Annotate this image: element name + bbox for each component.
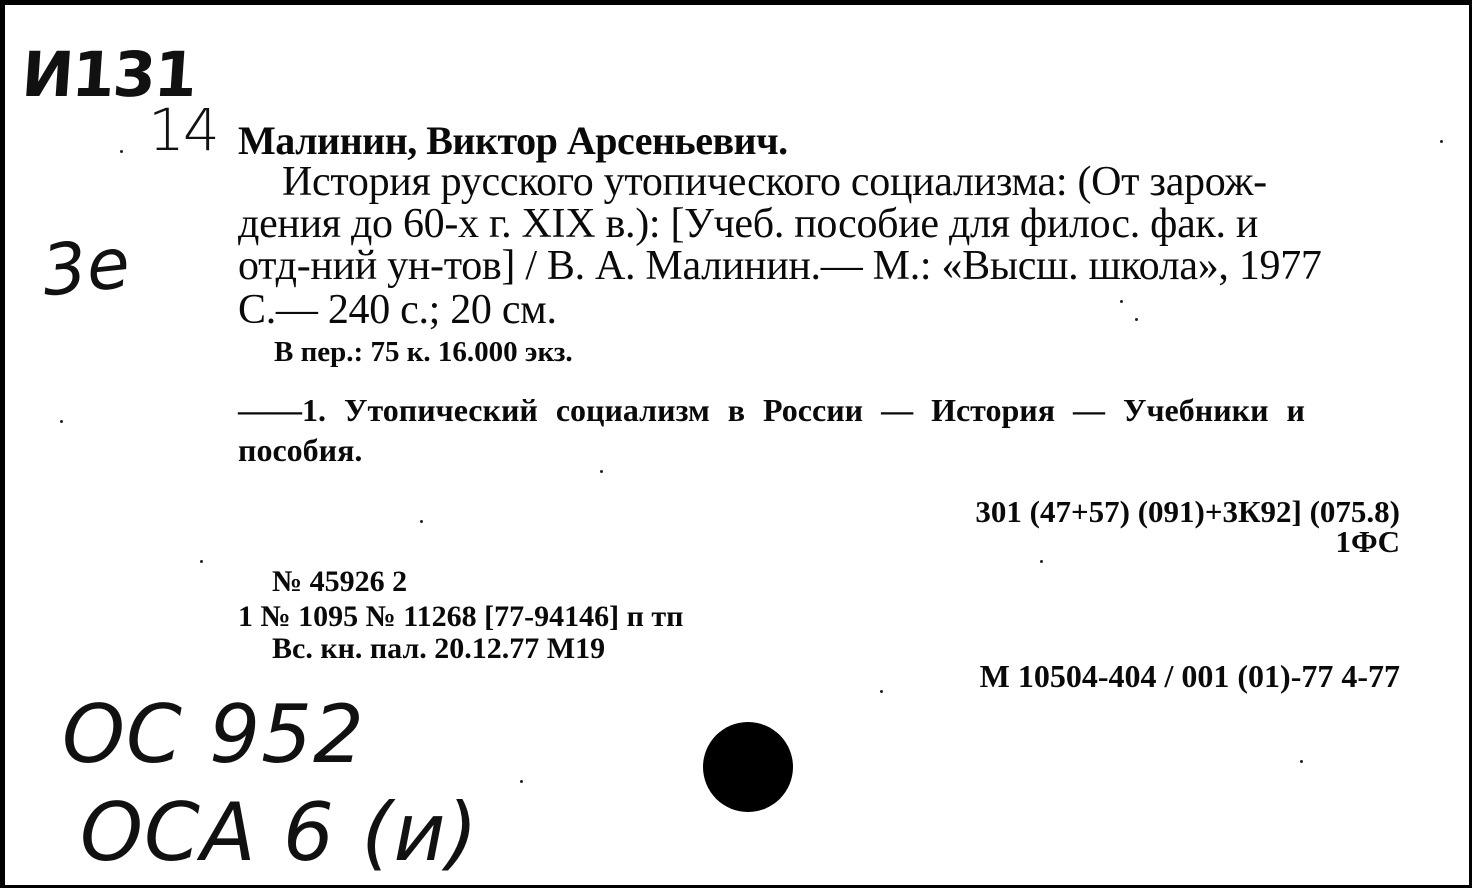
handwritten-note-mark: 3е bbox=[37, 221, 134, 313]
subject-heading: ——1. Утопический социализм в России — История — Учебники и bbox=[238, 392, 1305, 428]
handwritten-storage-mark-b: ОСА 6 (и) bbox=[80, 786, 479, 879]
technical-line: 1 № 1095 № 11268 [77-94146] п тп bbox=[238, 600, 684, 633]
scan-speck bbox=[420, 520, 423, 523]
price-and-print-run: В пер.: 75 к. 16.000 экз. bbox=[274, 336, 573, 368]
classification-sigla: 1ФС bbox=[1335, 524, 1400, 559]
technical-line: Вс. кн. пал. 20.12.77 М19 bbox=[272, 632, 606, 665]
technical-line: № 45926 2 bbox=[272, 565, 408, 598]
scan-speck bbox=[1120, 300, 1123, 303]
publisher-code: М 10504-404 / 001 (01)-77 4-77 bbox=[979, 658, 1400, 694]
description-line: дения до 60-х г. XIX в.): [Учеб. пособие для филос. фак. и bbox=[238, 201, 1259, 247]
description-line: История русского утопического социализма: (От зарож- bbox=[282, 159, 1267, 205]
scan-speck bbox=[520, 780, 523, 783]
scan-edge-left bbox=[0, 0, 5, 888]
author-heading: Малинин, Виктор Арсеньевич. bbox=[238, 118, 788, 163]
card-punch-hole bbox=[703, 722, 793, 812]
description-line: С.— 240 с.; 20 см. bbox=[238, 287, 557, 333]
description-line: отд-ний ун-тов] / В. А. Малинин.— М.: «Высш. школа», 1977 bbox=[238, 243, 1322, 289]
scan-speck bbox=[1040, 560, 1043, 563]
scan-speck bbox=[600, 470, 603, 473]
scan-speck bbox=[1440, 140, 1443, 143]
scan-edge-top bbox=[0, 0, 1472, 5]
classification-code: 301 (47+57) (091)+3К92] (075.8) bbox=[975, 494, 1400, 529]
scan-speck bbox=[1300, 760, 1303, 763]
scan-speck bbox=[1135, 318, 1138, 321]
handwritten-shelf-mark-sub: 14 bbox=[148, 96, 218, 164]
handwritten-storage-mark-a: ОС 952 bbox=[62, 688, 365, 781]
scan-speck bbox=[880, 690, 883, 693]
handwritten-shelf-mark: И131 bbox=[19, 38, 198, 111]
subject-heading-continuation: пособия. bbox=[238, 432, 363, 468]
scan-speck bbox=[120, 150, 123, 153]
scan-speck bbox=[200, 560, 203, 563]
scan-speck bbox=[60, 420, 63, 423]
